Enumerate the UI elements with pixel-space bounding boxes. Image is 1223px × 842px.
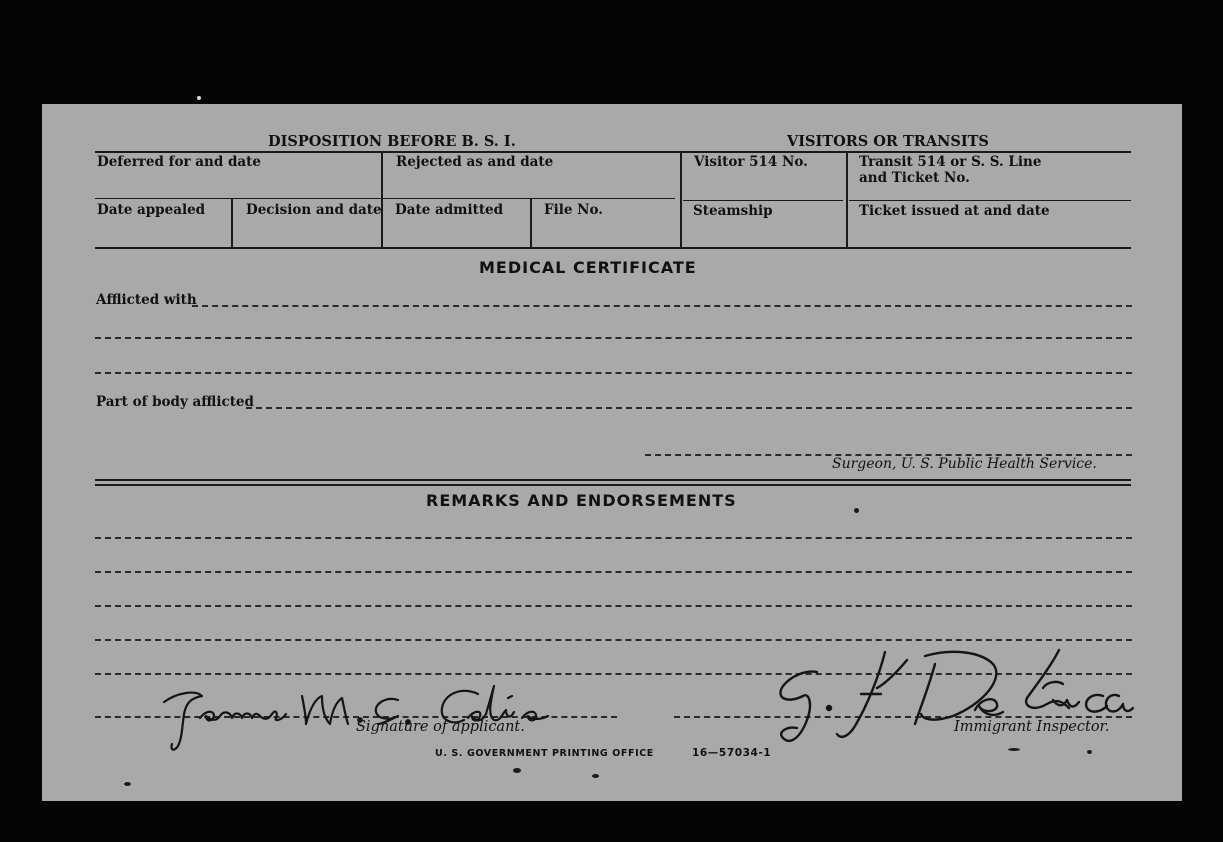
afflicted-line-2 bbox=[95, 337, 1132, 339]
table-mid-rule-left bbox=[95, 198, 675, 199]
printer-imprint: U. S. GOVERNMENT PRINTING OFFICE bbox=[435, 748, 654, 759]
steamship-label: Steamship bbox=[693, 203, 773, 219]
decision-label: Decision and date bbox=[246, 202, 382, 218]
remarks-line-4 bbox=[95, 639, 1132, 641]
applicant-signature bbox=[160, 674, 560, 756]
file-no-label: File No. bbox=[544, 202, 603, 218]
table-bottom-rule bbox=[95, 247, 1131, 249]
date-appealed-label: Date appealed bbox=[97, 202, 206, 218]
deferred-label: Deferred for and date bbox=[97, 154, 261, 170]
table-mid-rule-visitor bbox=[683, 200, 843, 201]
scan-speck bbox=[1087, 750, 1092, 754]
section-rule-bottom bbox=[95, 484, 1131, 486]
scan-speck bbox=[854, 508, 859, 513]
part-of-body-line bbox=[246, 407, 1132, 409]
record-card bbox=[42, 104, 1182, 801]
remarks-title: REMARKS AND ENDORSEMENTS bbox=[426, 491, 737, 510]
table-divider-1 bbox=[381, 153, 383, 247]
table-mid-rule-transit bbox=[849, 200, 1131, 201]
remarks-line-1 bbox=[95, 537, 1132, 539]
date-admitted-label: Date admitted bbox=[395, 202, 504, 218]
afflicted-with-label: Afflicted with bbox=[96, 292, 197, 308]
table-divider-3 bbox=[846, 153, 848, 247]
afflicted-line-3 bbox=[95, 372, 1132, 374]
inspector-caption: Immigrant Inspector. bbox=[954, 719, 1110, 735]
scan-speck bbox=[513, 768, 521, 773]
table-divider-2 bbox=[680, 153, 682, 247]
inspector-signature bbox=[757, 642, 1137, 764]
scan-speck bbox=[124, 782, 131, 786]
transit-label-line1: Transit 514 or S. S. Line bbox=[859, 154, 1042, 170]
visitors-title: VISITORS OR TRANSITS bbox=[787, 133, 989, 150]
scan-speck bbox=[592, 774, 599, 778]
surgeon-caption: Surgeon, U. S. Public Health Service. bbox=[832, 456, 1097, 472]
remarks-line-2 bbox=[95, 571, 1132, 573]
part-of-body-label: Part of body afflicted bbox=[96, 394, 254, 410]
remarks-line-3 bbox=[95, 605, 1132, 607]
applicant-caption: Signature of applicant. bbox=[356, 719, 525, 735]
form-number: 16—57034-1 bbox=[692, 747, 772, 759]
ticket-issued-label: Ticket issued at and date bbox=[859, 203, 1050, 219]
visitor-no-label: Visitor 514 No. bbox=[694, 154, 808, 170]
afflicted-line-1 bbox=[192, 305, 1132, 307]
table-divider-5 bbox=[530, 199, 532, 247]
transit-label-line2: and Ticket No. bbox=[859, 170, 970, 186]
scan-speck bbox=[1008, 748, 1020, 751]
rejected-label: Rejected as and date bbox=[396, 154, 554, 170]
table-top-rule bbox=[95, 151, 1131, 153]
border-speck bbox=[197, 96, 201, 100]
medical-certificate-title: MEDICAL CERTIFICATE bbox=[479, 258, 697, 277]
table-divider-4 bbox=[231, 199, 233, 247]
disposition-title: DISPOSITION BEFORE B. S. I. bbox=[268, 133, 516, 150]
section-rule-top bbox=[95, 479, 1131, 481]
